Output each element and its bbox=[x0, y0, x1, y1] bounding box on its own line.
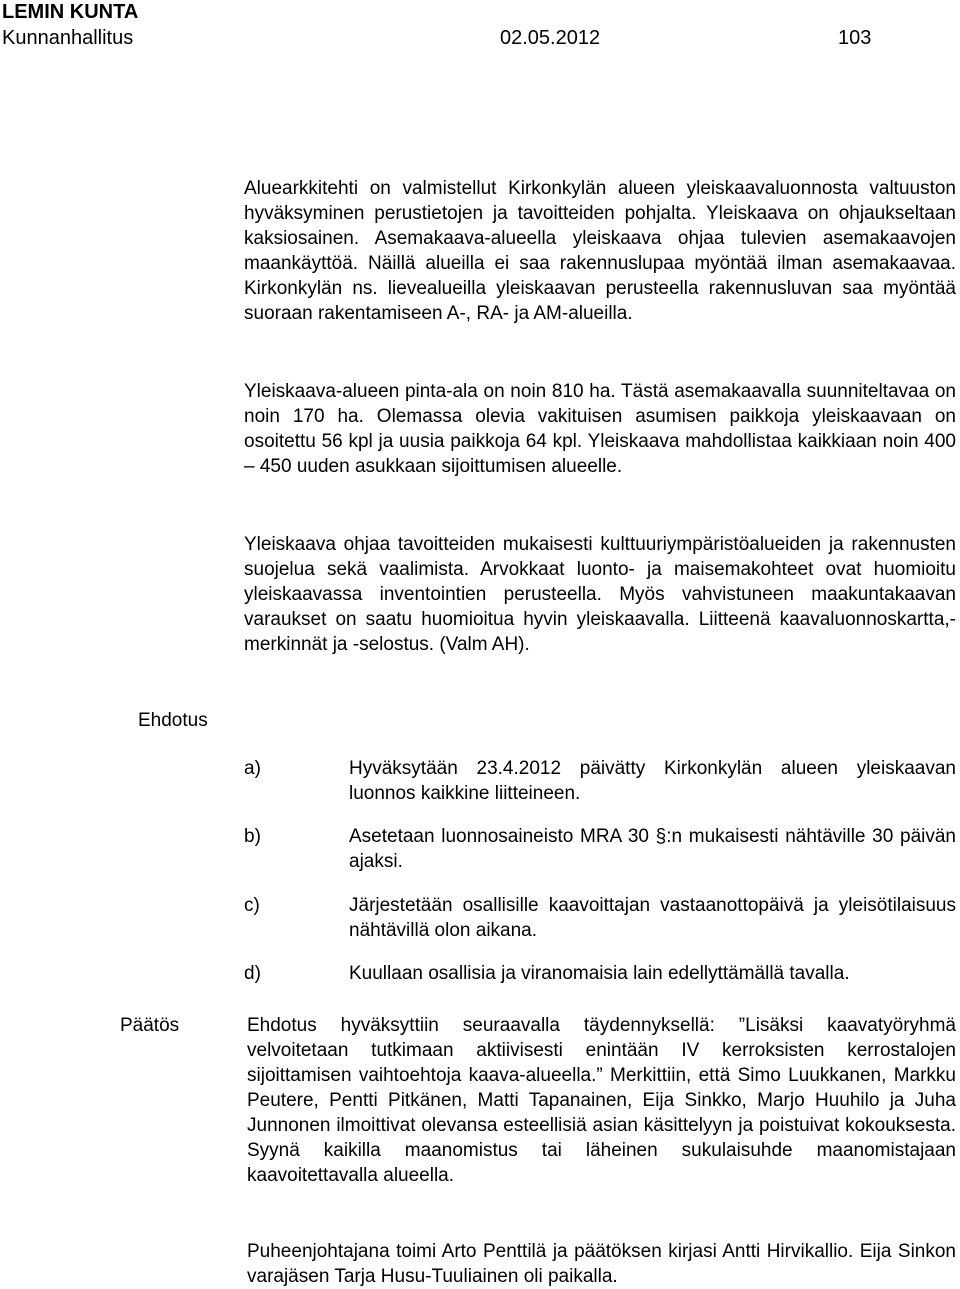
organization-name: LEMIN KUNTA bbox=[2, 1, 139, 23]
page-number: 103 bbox=[838, 27, 872, 49]
proposal-item-text: Järjestetään osallisille kaavoittajan vastaanottopäivä ja yleisötilaisuus nähtävillä olon aikana. bbox=[349, 895, 956, 941]
proposal-item-text: Hyväksytään 23.4.2012 päivätty Kirkonkylän alueen yleiskaavan luonnos kaikkine liitteineen. bbox=[349, 758, 956, 804]
decision-closing: Puheenjohtajana toimi Arto Penttilä ja päätöksen kirjasi Antti Hirvikallio. Eija Sinkon varajäsen Tarja Husu-Tuuliainen oli paikalla. bbox=[247, 1241, 956, 1287]
proposal-item-letter: b) bbox=[244, 826, 261, 847]
paragraph-protection: Yleiskaava ohjaa tavoitteiden mukaisesti kulttuuriympäristöalueiden ja rakennusten suojelua sekä vaalimista. Arvokkaat luonto- ja maisemakohteet ovat huomioitu yleiskaavassa inventointien perusteella. Myös vahvistuneen maakuntakaavan varaukset on saatu huomioitua hyvin yleiskaavalla. Liitteenä kaavaluonnoskartta,- merkinnät ja -selostus. (Valm AH). bbox=[244, 534, 956, 655]
meeting-date: 02.05.2012 bbox=[500, 27, 601, 49]
proposal-item-letter: a) bbox=[244, 758, 261, 779]
decision-text: Ehdotus hyväksyttiin seuraavalla täydennyksellä: ”Lisäksi kaavatyöryhmä velvoitetaan tutkimaan aktiivisesti enintään IV kerroksisten kerrostalojen sijoittamisen vaihtoehtoja kaava-alueella.” Merkittiin, että Simo Luukkanen, Markku Peutere, Pentti Pitkänen, Matti Tapanainen, Eija Sinkko, Marjo Huuhilo ja Juha Junnonen ilmoittivat olevansa esteellisiä asian käsittelyyn ja poistuivat kokouksesta. Syynä kaikilla maanomistus tai läheinen sukulaisuhde maanomistajaan kaavoitettavalla alueella. bbox=[247, 1015, 956, 1186]
proposal-item-letter: d) bbox=[244, 963, 261, 984]
paragraph-background: Aluearkkitehti on valmistellut Kirkonkylän alueen yleiskaavaluonnosta valtuuston hyväksyminen perustietojen ja tavoitteiden pohjalta. Yleiskaava on ohjaukseltaan kaksiosainen. Asemakaava-alueella yleiskaava ohjaa tulevien asemakaavojen maankäyttöä. Näillä alueilla ei saa rakennuslupaa myöntää ilman asemakaavaa. Kirkonkylän ns. lievealueilla yleiskaavan perusteella rakennusluvan saa myöntää suoraan rakentamiseen A-, RA- ja AM-alueilla. bbox=[244, 178, 956, 324]
paragraph-area-figures: Yleiskaava-alueen pinta-ala on noin 810 ha. Tästä asemakaavalla suunniteltavaa on noin 170 ha. Olemassa olevia vakituisen asumisen paikkoja yleiskaavaan on osoitettu 56 kpl ja uusia paikkoja 64 kpl. Yleiskaava mahdollistaa kaikkiaan noin 400 – 450 uuden asukkaan sijoittumisen alueelle. bbox=[244, 381, 956, 477]
decision-label: Päätös bbox=[120, 1015, 180, 1036]
proposal-item-letter: c) bbox=[244, 895, 260, 916]
proposal-item-text: Kuullaan osallisia ja viranomaisia lain edellyttämällä tavalla. bbox=[349, 963, 850, 984]
proposal-label: Ehdotus bbox=[138, 710, 208, 731]
proposal-item-text: Asetetaan luonnosaineisto MRA 30 §:n mukaisesti nähtäville 30 päivän ajaksi. bbox=[349, 826, 956, 872]
meeting-body: Kunnanhallitus bbox=[2, 27, 134, 49]
